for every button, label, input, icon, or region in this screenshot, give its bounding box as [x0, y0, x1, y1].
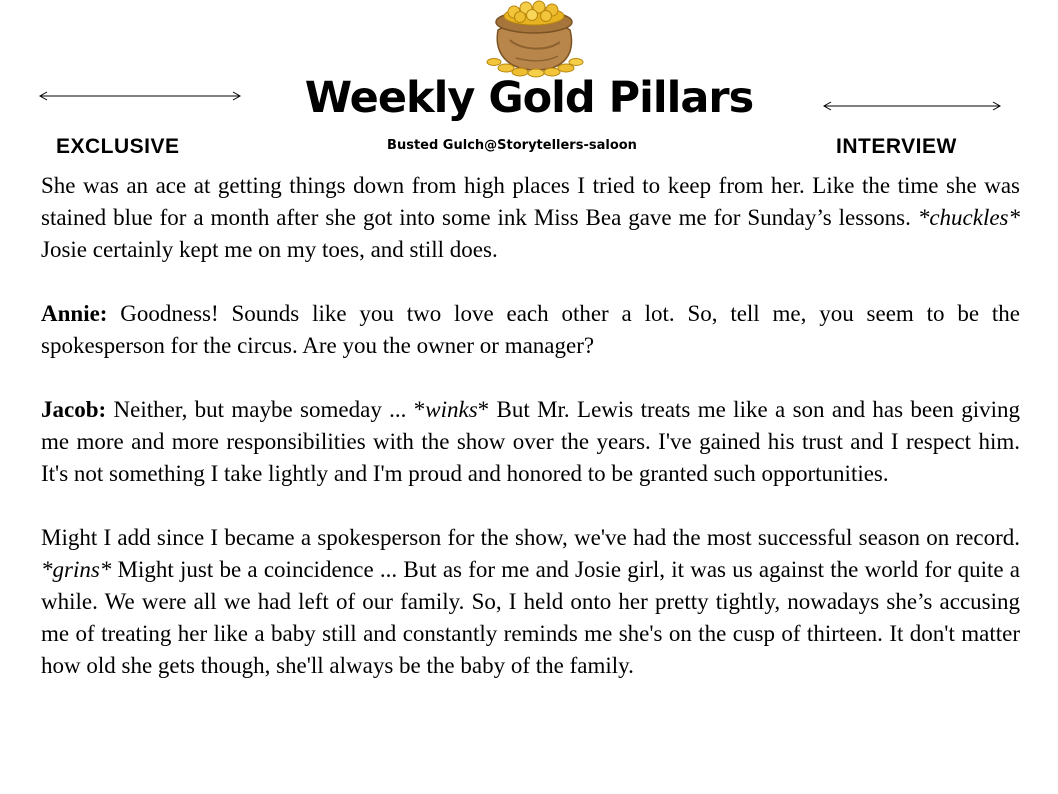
gold-coin-bag-icon	[476, 0, 594, 78]
paragraph-text: Might I add since I became a spokesperson for the show, we've had the most successful season on record.	[41, 525, 1020, 550]
speaker-name: Annie:	[41, 301, 108, 326]
paragraph-text: Neither, but maybe someday ... *	[106, 397, 426, 422]
interview-label: INTERVIEW	[836, 135, 957, 158]
paragraph-text: * But Mr. Lewis treats me like a son and has been giving me more and more responsibilities with the show over the years. I've gained his trust and I respect him. It's not something I take lightly and I'm proud and honored to be granted such opportunities.	[41, 397, 1020, 486]
paragraph-text: Might just be a coincidence ... But as for me and Josie girl, it was us against the world for quite a while. We were all we had left of our family. So, I held onto her pretty tightly, nowadays she’s accusing me of treating her like a baby still and constantly reminds me she's on the cusp of thirteen. It don't matter how old she gets though, she'll always be the baby of the family.	[41, 557, 1020, 678]
action-note: *chuckles*	[917, 205, 1020, 230]
paragraph-text: Josie certainly kept me on my toes, and still does.	[41, 237, 498, 262]
action-note: winks	[425, 397, 478, 422]
exclusive-label: EXCLUSIVE	[56, 135, 180, 158]
paragraph-text: Goodness! Sounds like you two love each other a lot. So, tell me, you seem to be the spokesperson for the circus. Are you the owner or manager?	[41, 301, 1020, 358]
article-paragraph	[41, 394, 1020, 490]
article-body	[41, 170, 1020, 682]
paragraph-text: She was an ace at getting things down from high places I tried to keep from her. Like the time she was stained blue for a month after she got into some ink Miss Bea gave me for Sunday’s lessons.	[41, 173, 1020, 230]
article-paragraph	[41, 170, 1020, 266]
double-arrow-left-icon	[38, 91, 242, 101]
article-paragraph	[41, 522, 1020, 682]
double-arrow-right-icon	[822, 101, 1002, 111]
speaker-name: Jacob:	[41, 397, 107, 422]
byline: Busted Gulch@Storytellers-saloon	[387, 138, 637, 153]
page-title: Weekly Gold Pillars	[304, 73, 754, 123]
article-paragraph	[41, 298, 1020, 362]
action-note: *grins*	[41, 557, 112, 582]
